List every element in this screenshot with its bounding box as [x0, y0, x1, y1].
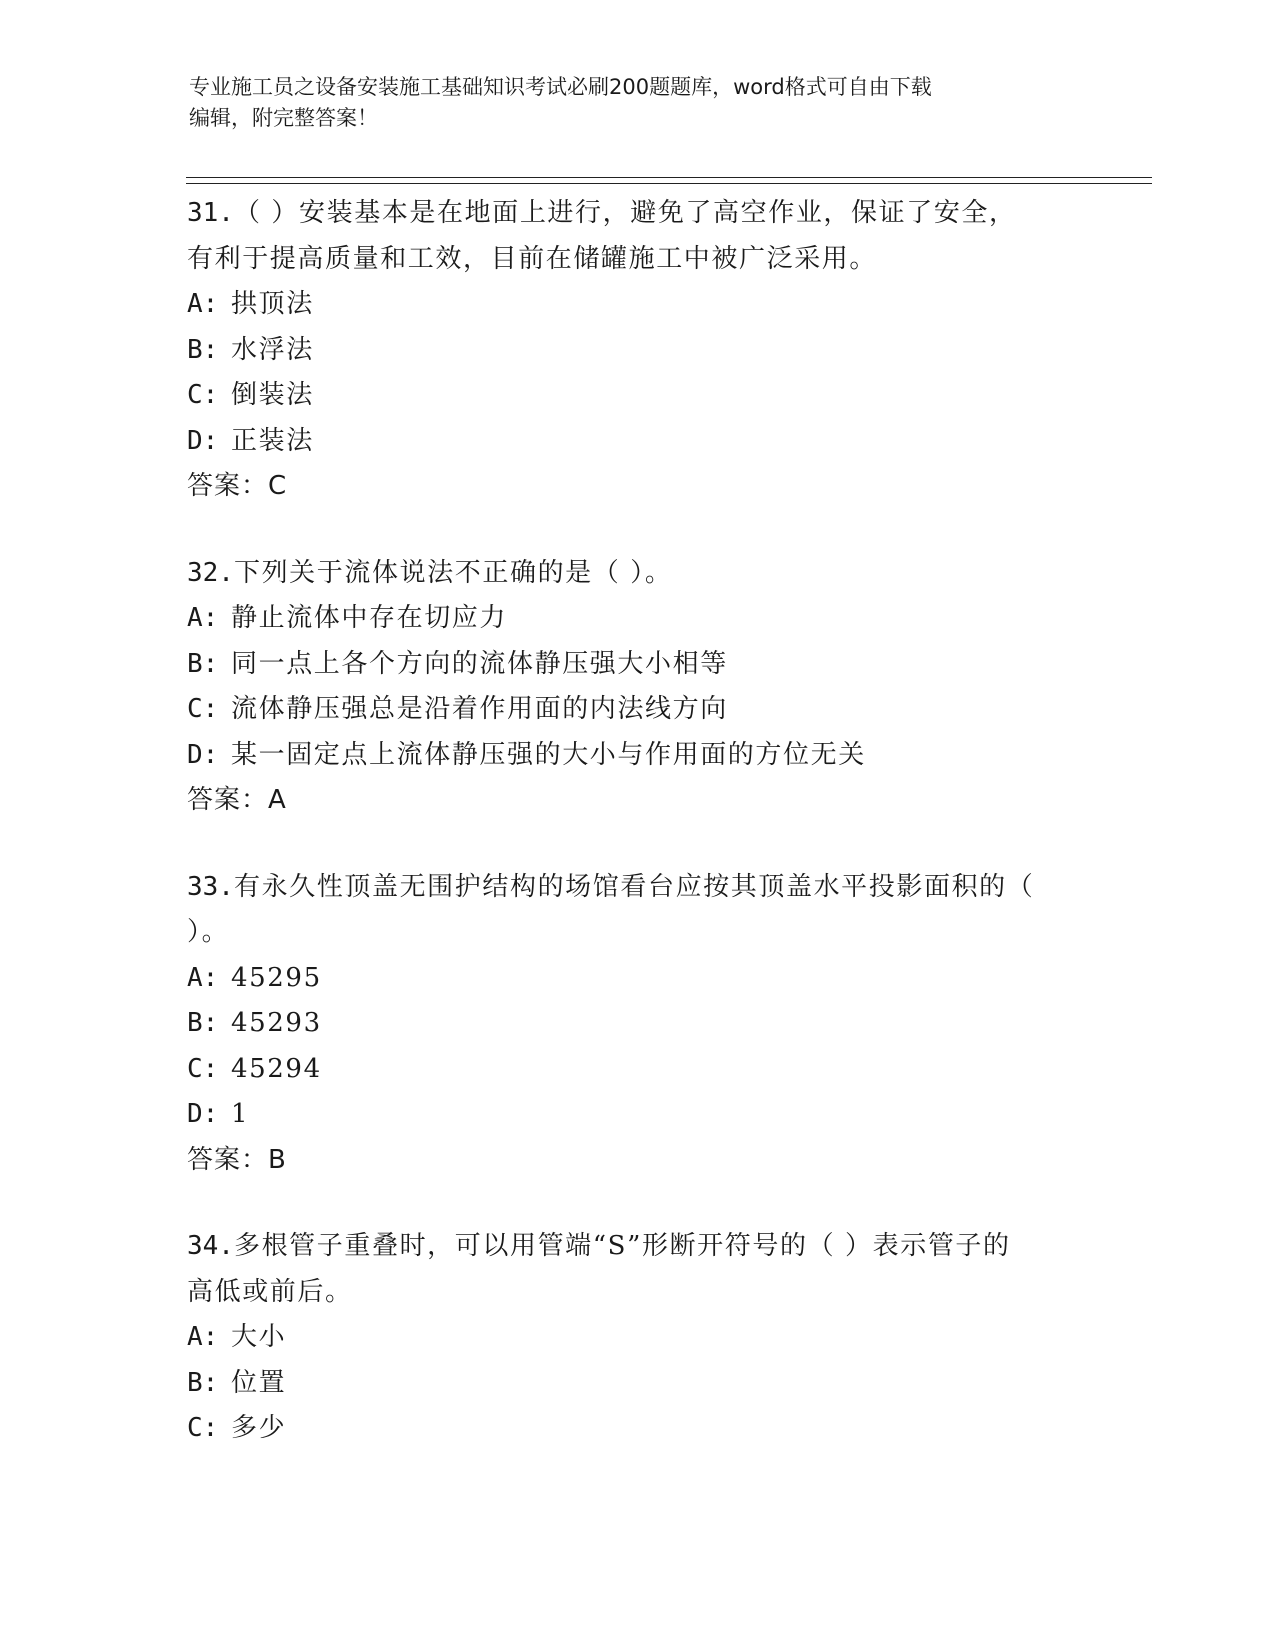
question-32 [187, 551, 1087, 824]
option-letter: D: [187, 1099, 219, 1129]
question-text: 有利于提高质量和工效，目前在储罐施工中被广泛采用。 [187, 243, 878, 274]
option-a [187, 956, 1087, 1002]
option-text: 拱顶法 [231, 289, 314, 319]
answer-line [187, 1138, 1087, 1184]
option-b [187, 1001, 1087, 1047]
answer-value: C [268, 471, 288, 501]
question-text: 有永久性顶盖无围护结构的场馆看台应按其顶盖水平投影面积的（ [233, 871, 1035, 902]
question-text: ）。 [187, 917, 230, 947]
answer-label: 答案： [187, 1144, 269, 1175]
option-b [187, 328, 1087, 374]
question-number: 31. [187, 198, 234, 228]
header-divider-top [186, 177, 1152, 178]
question-number: 34. [187, 1231, 234, 1261]
option-letter: A: [187, 1322, 219, 1352]
option-b [187, 1361, 1087, 1407]
header-divider-bottom [186, 183, 1152, 184]
option-letter: B: [187, 334, 219, 365]
question-text-line [187, 551, 1087, 597]
question-text: 多根管子重叠时，可以用管端“S”形断开符号的（ ）表示管子的 [233, 1231, 1011, 1261]
option-letter: C: [187, 1053, 219, 1084]
option-text: 1 [231, 1099, 250, 1129]
question-31 [187, 191, 1087, 510]
option-text: 45295 [231, 962, 322, 993]
option-letter: B: [187, 648, 219, 679]
answer-label: 答案： [187, 471, 269, 501]
option-letter: B: [187, 1008, 219, 1038]
answer-line [187, 464, 1087, 510]
answer-value: B [268, 1144, 287, 1175]
question-34 [187, 1224, 1087, 1452]
option-text: 大小 [231, 1322, 287, 1352]
question-text-line [187, 865, 1087, 911]
document-title-line-1: 专业施工员之设备安装施工基础知识考试必刷200题题库，word格式可自由下载 [189, 75, 932, 99]
option-letter: D: [187, 739, 219, 770]
option-text: 正装法 [231, 425, 314, 456]
option-c [187, 1047, 1087, 1093]
option-letter: D: [187, 425, 219, 456]
option-a [187, 596, 1087, 642]
option-letter: A: [187, 289, 219, 319]
option-d [187, 733, 1087, 779]
question-text-line [187, 1224, 1087, 1270]
option-text: 倒装法 [231, 380, 314, 410]
option-c [187, 687, 1087, 733]
question-number: 33. [187, 871, 234, 902]
option-letter: C: [187, 380, 219, 410]
question-text-line [187, 1270, 1087, 1316]
document-header [189, 72, 1089, 134]
question-text: （ ）安装基本是在地面上进行，避免了高空作业，保证了安全， [233, 198, 1017, 228]
option-text: 45294 [231, 1053, 322, 1084]
question-text-line [187, 191, 1087, 237]
option-letter: C: [187, 694, 219, 724]
option-b [187, 642, 1087, 688]
option-d [187, 419, 1087, 465]
option-c [187, 1406, 1087, 1452]
question-text-line [187, 910, 1087, 956]
option-a [187, 282, 1087, 328]
question-text: 下列关于流体说法不正确的是（ ）。 [233, 557, 673, 588]
option-d [187, 1092, 1087, 1138]
option-text: 水浮法 [231, 334, 314, 365]
question-33 [187, 865, 1087, 1184]
answer-value: A [268, 785, 287, 815]
option-c [187, 373, 1087, 419]
question-text-line [187, 237, 1087, 283]
answer-label: 答案： [187, 785, 269, 815]
option-text: 静止流体中存在切应力 [231, 603, 508, 633]
question-list [187, 191, 1087, 1493]
option-text: 多少 [231, 1413, 287, 1443]
option-letter: A: [187, 962, 219, 993]
option-letter: C: [187, 1413, 219, 1443]
option-text: 流体静压强总是沿着作用面的内法线方向 [231, 694, 728, 724]
answer-line [187, 778, 1087, 824]
document-title-line-2: 编辑，附完整答案！ [189, 106, 378, 130]
question-number: 32. [187, 557, 234, 588]
option-text: 45293 [231, 1008, 322, 1038]
option-a [187, 1315, 1087, 1361]
option-text: 同一点上各个方向的流体静压强大小相等 [231, 648, 728, 679]
question-text: 高低或前后。 [187, 1276, 353, 1307]
option-letter: B: [187, 1367, 219, 1398]
option-text: 位置 [231, 1367, 287, 1398]
option-letter: A: [187, 603, 219, 633]
option-text: 某一固定点上流体静压强的大小与作用面的方位无关 [231, 739, 866, 770]
